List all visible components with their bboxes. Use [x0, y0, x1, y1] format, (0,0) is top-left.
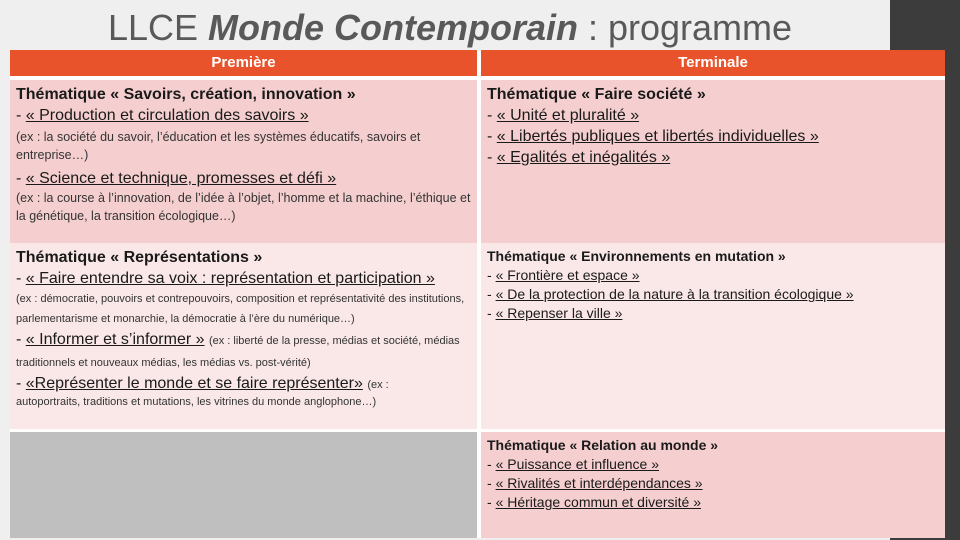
theme-title: Thématique « Faire société » — [487, 86, 706, 103]
item-example: (ex : la course à l’innovation, de l’idée à l’objet, l’homme et la machine, l’éthique et la génétique, la transition écologique…) — [16, 191, 471, 223]
theme-title: Thématique « Représentations » — [16, 249, 263, 266]
premiere-empty-cell — [10, 432, 477, 538]
item-title: « Faire entendre sa voix : représentation et participation » — [25, 270, 435, 287]
item-title: « De la protection de la nature à la transition écologique » — [495, 286, 854, 302]
slide-title: LLCE Monde Contemporain : programme — [107, 7, 793, 48]
item-example: (ex : démocratie, pouvoirs et contrepouvoirs, composition et représentativité des institutions, parlementarisme et monarchie, la démocratie à l’ère du numérique…) — [16, 293, 465, 325]
terminale-theme-faire-societe: Thématique « Faire société » - « Unité et pluralité » - « Libertés publiques et libertés individuelles » - « Egalités et inégalités » — [481, 80, 945, 271]
item-title: « Repenser la ville » — [495, 305, 623, 321]
premiere-theme-savoirs: Thématique « Savoirs, création, innovation » - « Production et circulation des savoirs » (ex : la société du savoir, l’éducation et les systèmes éducatifs, savoirs et entreprise…) - « Science et technique, promesses et défi » (ex : la course à l’innovation, de l’idée à l’objet, l’homme et la machine, l’éthique et la génétique, la transition écologique…) — [10, 80, 477, 271]
item-title: « Science et technique, promesses et défi » — [25, 170, 337, 187]
item-title: « Frontière et espace » — [495, 267, 640, 283]
item-title: « Production et circulation des savoirs » — [25, 107, 309, 124]
theme-title: Thématique « Environnements en mutation » — [487, 248, 786, 264]
item-title: « Rivalités et interdépendances » — [495, 475, 703, 491]
item-title: « Informer et s’informer » — [25, 331, 205, 348]
header-premiere: Première — [10, 50, 477, 76]
item-title: « Puissance et influence » — [495, 456, 660, 472]
item-title: «Représenter le monde et se faire représenter» — [25, 375, 363, 392]
item-example: (ex : la société du savoir, l’éducation et les systèmes éducatifs, savoirs et entreprise…) — [16, 130, 421, 162]
item-title: « Unité et pluralité » — [496, 107, 640, 124]
item-title: « Egalités et inégalités » — [496, 149, 671, 166]
premiere-theme-representations: Thématique « Représentations » - « Faire entendre sa voix : représentation et participation » (ex : démocratie, pouvoirs et contrepouvoirs, composition et représentativité des institutions, parlementarisme et monarchie, la démocratie à l’ère du numérique…) - « Informer et s’informer » (ex : liberté de la presse, médias et société, médias traditionnels et nouveaux médias, les médias vs. post-vérité) - «Représenter le monde et se faire représenter» (ex : autoportraits, traditions et mutations, les vitrines du monde anglophone…) — [10, 243, 477, 429]
item-example: (ex : liberté de la presse, médias et société, médias traditionnels et nouveaux médias, les médias vs. post-vérité) — [16, 335, 460, 369]
theme-title: Thématique « Savoirs, création, innovation » — [16, 86, 356, 103]
program-table — [10, 50, 945, 538]
header-terminale: Terminale — [481, 50, 945, 76]
terminale-theme-environnements: Thématique « Environnements en mutation » - « Frontière et espace » - « De la protection de la nature à la transition écologique » - « Repenser la ville » — [481, 243, 945, 429]
item-title: « Héritage commun et diversité » — [495, 494, 701, 510]
item-title: « Libertés publiques et libertés individuelles » — [496, 128, 819, 145]
item-example: autoportraits, traditions et mutations, les vitrines du monde anglophone…) — [16, 396, 377, 408]
terminale-theme-relation-monde: Thématique « Relation au monde » - « Puissance et influence » - « Rivalités et interdépendances » - « Héritage commun et diversité » — [481, 432, 945, 538]
theme-title: Thématique « Relation au monde » — [487, 437, 719, 453]
